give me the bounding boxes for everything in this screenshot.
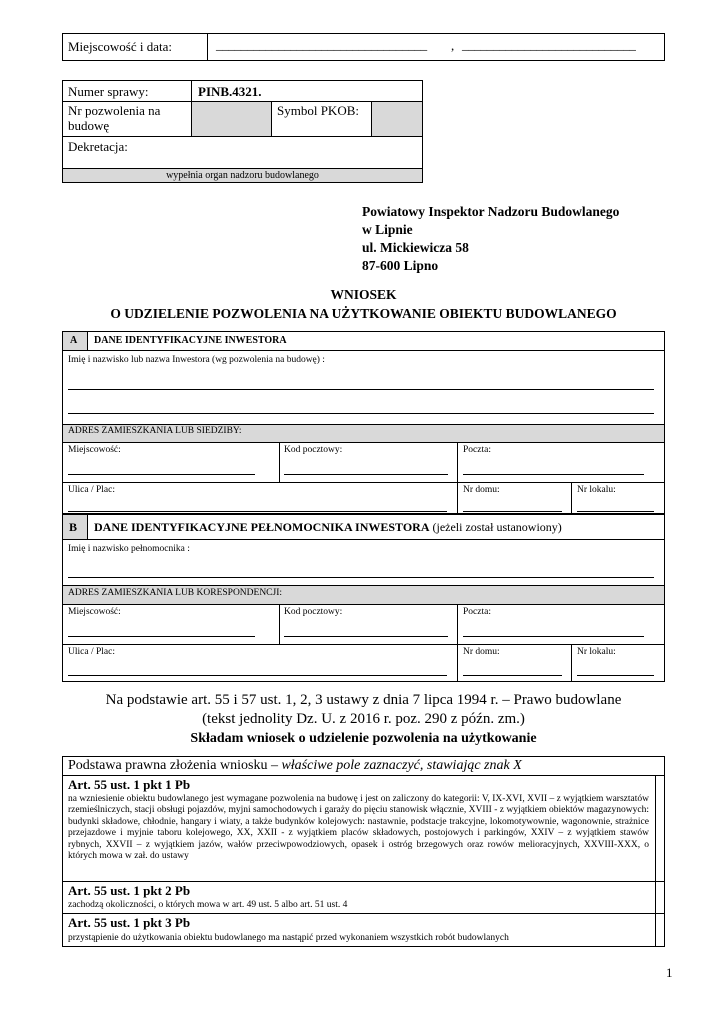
investor-name-line1[interactable] [68, 389, 654, 390]
pkob-label: Symbol PKOB: [277, 103, 359, 118]
legal-line1: Na podstawie art. 55 i 57 ust. 1, 2, 3 ustawy z dnia 7 lipca 1994 r. – Prawo budowlane [105, 692, 622, 708]
basis-item-1-title: Art. 55 ust. 1 pkt 1 Pb [68, 777, 191, 792]
b-post-field[interactable] [463, 636, 644, 637]
b-flat-field[interactable] [577, 675, 654, 676]
basis-header-italic: właściwe pole zaznaczyć, stawiając znak X [281, 758, 522, 773]
section-b-row-divider [62, 644, 665, 645]
a-street-field[interactable] [68, 511, 447, 512]
a-city-label: Miejscowość: [68, 445, 121, 455]
addressee-line1: Powiatowy Inspektor Nadzoru Budowlanego [362, 204, 620, 219]
case-gray-1 [192, 102, 271, 136]
section-b-heading: DANE IDENTYFIKACYJNE PEŁNOMOCNIKA INWESTORA [94, 520, 430, 534]
case-number-label: Numer sprawy: [68, 84, 149, 99]
a-flat-label: Nr lokalu: [577, 485, 616, 495]
a-post-label: Poczta: [463, 445, 491, 455]
a-house-field[interactable] [463, 511, 562, 512]
b-house-field[interactable] [463, 675, 562, 676]
b-city-label: Miejscowość: [68, 607, 121, 617]
decree-label: Dekretacja: [68, 139, 128, 154]
comma: , [451, 38, 455, 53]
case-footer-note: wypełnia organ nadzoru budowlanego [166, 170, 319, 181]
b-street-field[interactable] [68, 675, 447, 676]
section-b-col1 [279, 604, 280, 644]
basis-item-2-title: Art. 55 ust. 1 pkt 2 Pb [68, 883, 191, 898]
section-a-address-heading: ADRES ZAMIESZKANIA LUB SIEDZIBY: [68, 426, 242, 436]
section-b-col3 [571, 644, 572, 682]
basis-header [68, 758, 522, 774]
b-flat-label: Nr lokalu: [577, 647, 616, 657]
section-b-header-bottom [62, 539, 665, 540]
place-date-divider [207, 33, 208, 61]
basis-item-2-checkbox[interactable] [656, 882, 664, 913]
basis-row2-bottom [62, 913, 665, 914]
b-postal-field[interactable] [284, 636, 448, 637]
b-postal-label: Kod pocztowy: [284, 607, 343, 617]
case-col2 [271, 101, 272, 136]
a-house-label: Nr domu: [463, 485, 500, 495]
page-number: 1 [666, 965, 673, 980]
section-a-col3 [571, 482, 572, 514]
section-a-col1 [279, 442, 280, 482]
addressee-line2: w Lipnie [362, 222, 413, 237]
place-date-label: Miejscowość i data: [68, 39, 172, 54]
a-city-field[interactable] [68, 474, 255, 475]
permit-number-label: Nr pozwolenia na budowę [68, 103, 161, 133]
addressee [362, 203, 619, 275]
addressee-line3: ul. Mickiewicza 58 [362, 240, 469, 255]
basis-header-bottom [62, 775, 665, 776]
date-field[interactable]: ____________________________ [462, 37, 636, 52]
b-post-label: Poczta: [463, 607, 491, 617]
basis-row1-bottom [62, 881, 665, 882]
case-row2-bottom [62, 136, 423, 137]
a-flat-field[interactable] [577, 511, 654, 512]
investor-name-line2[interactable] [68, 413, 654, 414]
basis-item-1-text: na wzniesienie obiektu budowlanego jest wymagane pozwolenia na budowę i jest on zaliczony do kategorii: V, IX-XVI, XVII – z wyjątkiem warsztatów rzemieślniczych, stacji obsługi pojazdów, myjni samochodowych i garaży do pięciu stanowisk włącznie, XVIII - z wyjątkiem obiektów magazynowych: budynki składowe, chłodnie, hangary i wiaty, a także budynków kolejowych: nastawnie, podstacje trakcyjne, lokomotywownie, wagonownie, strażnice przejazdowe i myjnie taboru kolejowego, XX, XXII - z wyjątkiem placów składowych, postojowych i parkingów, XXIV – z wyjątkiem stawów rybnych, XXVII – z wyjątkiem jazów, wałów przeciwpowodziowych, opasek i ostróg brzegowych oraz rowów melioracyjnych, XXVIII-XXX, o których mowa w zał. do ustawy [68, 794, 649, 862]
investor-name-label: Imię i nazwisko lub nazwa Inwestora (wg pozwolenia na budowę) : [68, 355, 325, 365]
a-postal-label: Kod pocztowy: [284, 445, 343, 455]
basis-item-3-text: przystąpienie do użytkowania obiektu budowlanego ma nastąpić przed wykonaniem wszystkich robót budowlanych [68, 933, 509, 943]
section-a-row-divider [62, 482, 665, 483]
section-b-letter: B [69, 520, 78, 534]
b-street-label: Ulica / Plac: [68, 647, 115, 657]
basis-item-3-title: Art. 55 ust. 1 pkt 3 Pb [68, 915, 191, 930]
legal-line3: Składam wniosek o udzielenie pozwolenia na użytkowanie [190, 731, 537, 746]
a-postal-field[interactable] [284, 474, 448, 475]
title-line2: O UDZIELENIE POZWOLENIA NA UŻYTKOWANIE OBIEKTU BUDOWLANEGO [110, 306, 617, 321]
section-a-header-bottom [62, 350, 665, 351]
basis-item-1-checkbox[interactable] [656, 776, 664, 881]
place-field[interactable]: __________________________________ [216, 37, 427, 52]
proxy-name-label: Imię i nazwisko pełnomocnika : [68, 544, 190, 554]
section-b-address-heading: ADRES ZAMIESZKANIA LUB KORESPONDENCJI: [68, 588, 283, 598]
addressee-line4: 87-600 Lipno [362, 258, 439, 273]
section-b-col2 [457, 604, 458, 682]
basis-header-plain: Podstawa prawna złożenia wniosku – [68, 758, 282, 773]
section-a-col2 [457, 442, 458, 514]
proxy-name-line[interactable] [68, 577, 654, 578]
section-a-letter: A [70, 335, 78, 346]
section-b-heading-wrap [94, 520, 562, 535]
legal-line2: (tekst jednolity Dz. U. z 2016 r. poz. 290 z późn. zm.) [202, 711, 525, 727]
b-house-label: Nr domu: [463, 647, 500, 657]
section-a-letter-divider [87, 331, 88, 350]
section-a-heading: DANE IDENTYFIKACYJNE INWESTORA [94, 335, 287, 346]
b-city-field[interactable] [68, 636, 255, 637]
section-b-heading-note: (jeżeli został ustanowiony) [432, 520, 562, 534]
basis-item-2-text: zachodzą okoliczności, o których mowa w art. 49 ust. 5 albo art. 51 ust. 4 [68, 900, 348, 910]
case-number-value: PINB.4321. [198, 84, 262, 99]
a-post-field[interactable] [463, 474, 644, 475]
case-gray-2 [372, 102, 422, 136]
basis-item-3-checkbox[interactable] [656, 914, 664, 947]
a-street-label: Ulica / Plac: [68, 485, 115, 495]
title-line1: WNIOSEK [330, 287, 397, 302]
section-b-letter-divider [87, 514, 88, 539]
